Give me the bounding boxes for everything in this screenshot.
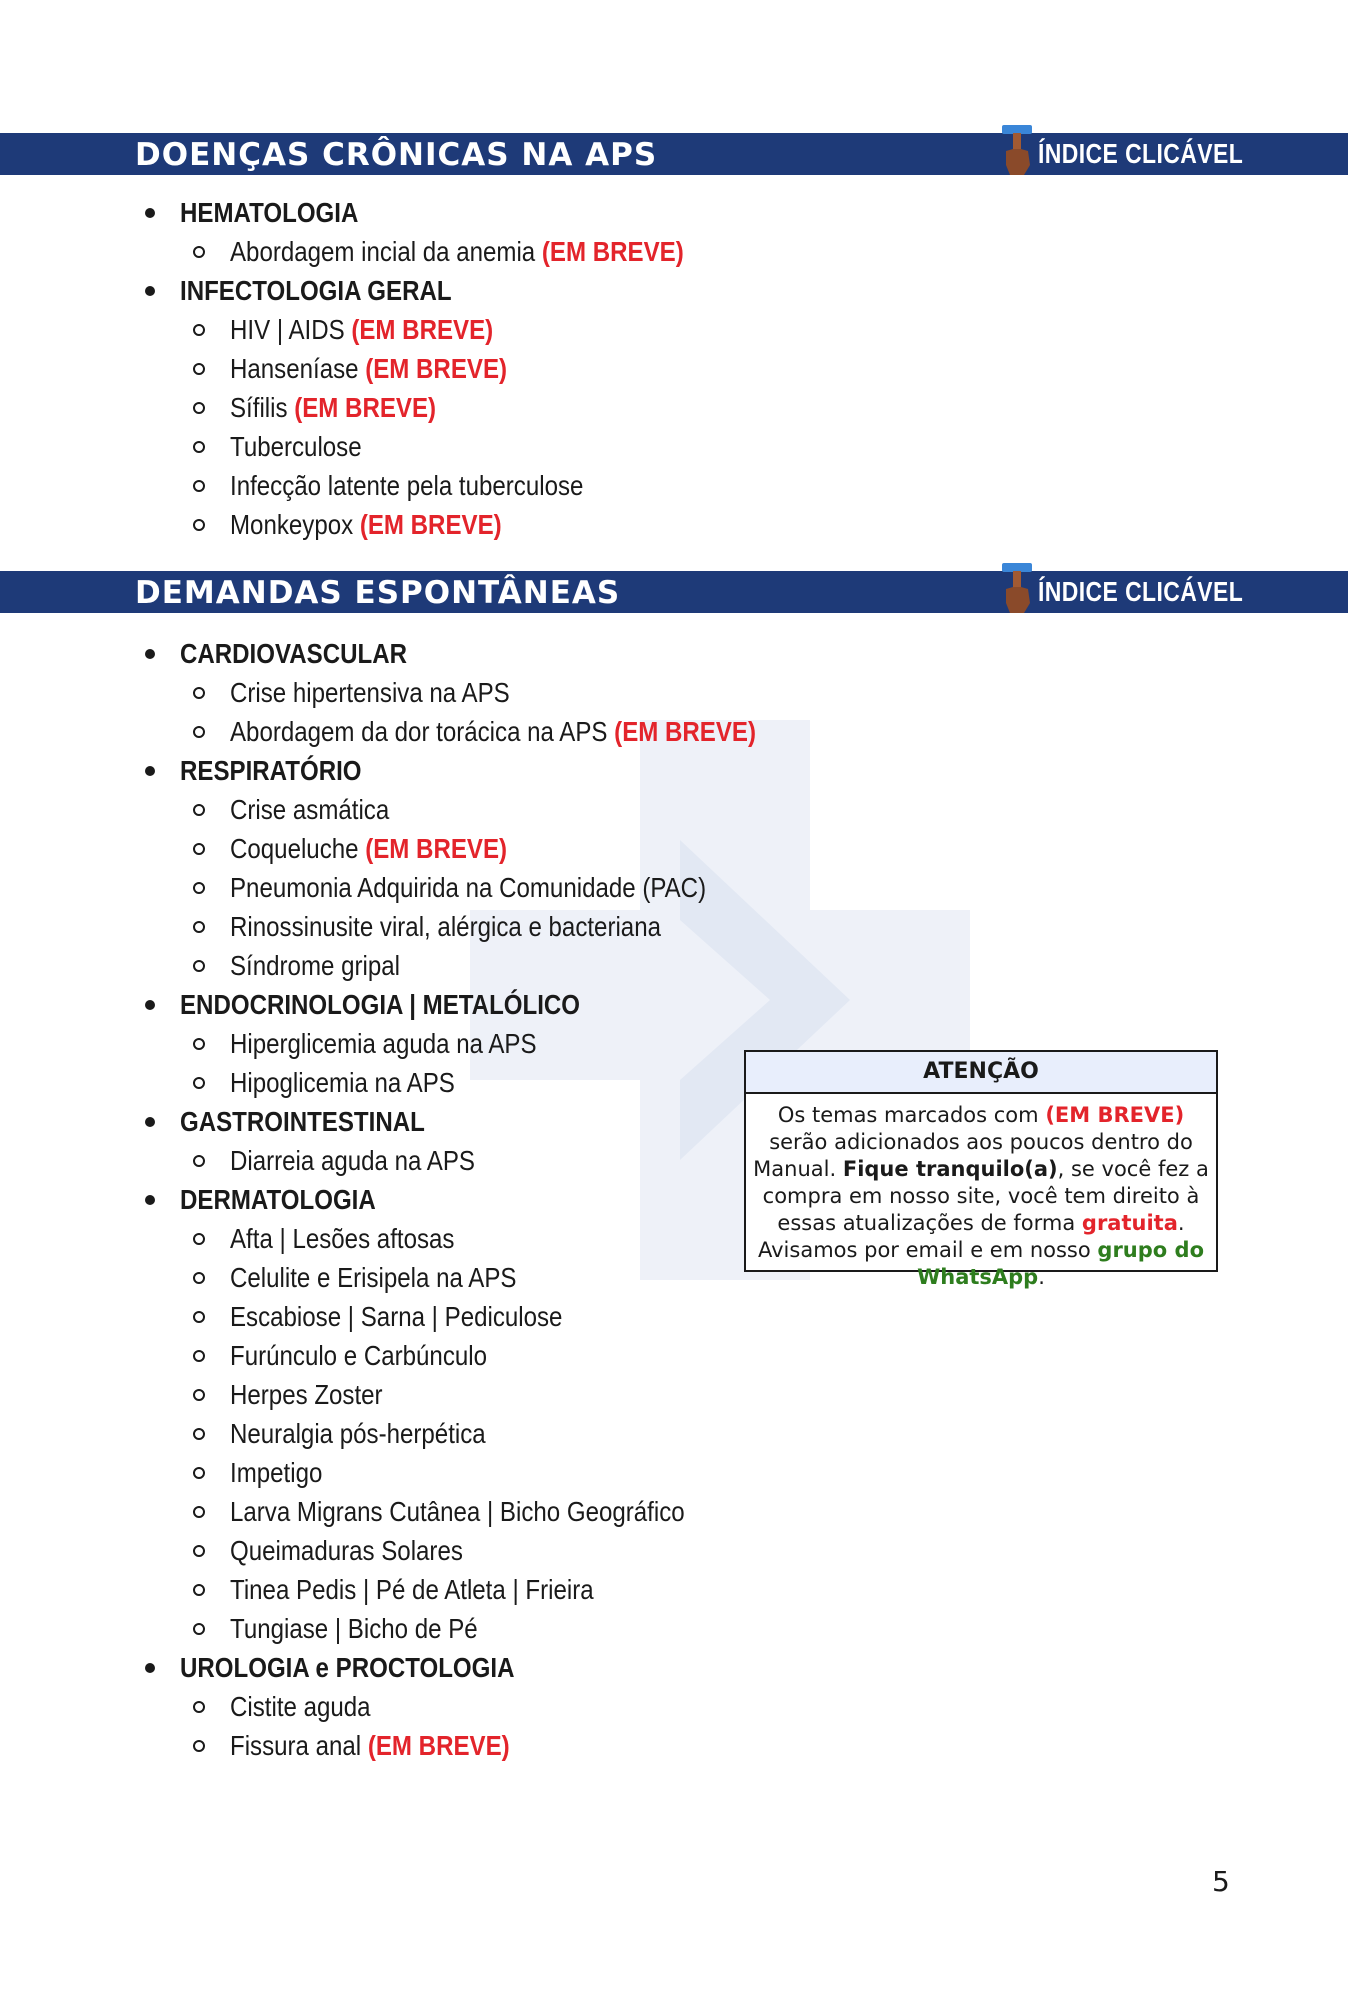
list-item[interactable]: Furúnculo e Carbúnculo bbox=[0, 1336, 760, 1375]
list-item[interactable]: Monkeypox (EM BREVE) bbox=[0, 505, 760, 544]
section-title: DEMANDAS ESPONTÂNEAS bbox=[135, 575, 621, 611]
index-label: ÍNDICE CLICÁVEL bbox=[1038, 138, 1244, 169]
list-item[interactable]: Larva Migrans Cutânea | Bicho Geográfico bbox=[0, 1492, 760, 1531]
list-item[interactable]: Neuralgia pós-herpética bbox=[0, 1414, 760, 1453]
bullet bbox=[193, 1623, 205, 1635]
bullet bbox=[193, 1038, 205, 1050]
list-item[interactable]: Pneumonia Adquirida na Comunidade (PAC) bbox=[0, 868, 760, 907]
bullet bbox=[193, 1272, 205, 1284]
notice-title: ATENÇÃO bbox=[746, 1052, 1216, 1094]
bullet bbox=[193, 402, 205, 414]
page-number: 5 bbox=[1212, 1865, 1230, 1898]
bullet bbox=[193, 1545, 205, 1557]
section-header-spontaneous bbox=[0, 571, 1348, 613]
list-item[interactable]: Celulite e Erisipela na APS bbox=[0, 1258, 760, 1297]
list-item[interactable]: Abordagem da dor torácica na APS (EM BREVE) bbox=[0, 712, 760, 751]
category-endocrinologia: ENDOCRINOLOGIA | METALÓLICO bbox=[0, 985, 760, 1024]
list-item[interactable]: Rinossinusite viral, alérgica e bacteriana bbox=[0, 907, 760, 946]
attention-notice bbox=[744, 1050, 1218, 1289]
bullet bbox=[193, 519, 205, 531]
list-item[interactable]: Sífilis (EM BREVE) bbox=[0, 388, 760, 427]
bullet bbox=[193, 1467, 205, 1479]
list-item[interactable]: Coqueluche (EM BREVE) bbox=[0, 829, 760, 868]
list-item[interactable]: Infecção latente pela tuberculose bbox=[0, 466, 760, 505]
spontaneous-demands-list bbox=[0, 634, 760, 1765]
bullet bbox=[145, 1195, 155, 1205]
list-item[interactable]: Abordagem incial da anemia (EM BREVE) bbox=[0, 232, 760, 271]
bullet bbox=[193, 1506, 205, 1518]
notice-body: Os temas marcados com (EM BREVE) serão adicionados aos poucos dentro do Manual. Fique tranquilo(a), se você fez a compra em nosso site, você tem direito à essas atualizações de forma gratuita. Avisamos por email e em nosso grupo do WhatsApp. bbox=[753, 1103, 1209, 1289]
bullet bbox=[193, 324, 205, 336]
bullet bbox=[193, 1428, 205, 1440]
category-hematologia: HEMATOLOGIA bbox=[0, 193, 760, 232]
coming-soon-tag: (EM BREVE) bbox=[365, 353, 508, 384]
pointing-hand-icon bbox=[1000, 563, 1034, 615]
bullet bbox=[193, 480, 205, 492]
coming-soon-tag: (EM BREVE) bbox=[614, 716, 756, 747]
bullet bbox=[193, 804, 205, 816]
bullet bbox=[193, 921, 205, 933]
list-item[interactable]: Hanseníase (EM BREVE) bbox=[0, 349, 760, 388]
bullet bbox=[193, 1155, 205, 1167]
bullet bbox=[193, 882, 205, 894]
list-item[interactable]: Herpes Zoster bbox=[0, 1375, 760, 1414]
coming-soon-tag: (EM BREVE) bbox=[359, 509, 502, 540]
bullet bbox=[193, 843, 205, 855]
section-header-chronic bbox=[0, 133, 1348, 175]
category-infectologia: INFECTOLOGIA GERAL bbox=[0, 271, 760, 310]
bullet bbox=[193, 1233, 205, 1245]
list-item[interactable]: Crise asmática bbox=[0, 790, 760, 829]
list-item[interactable]: Hipoglicemia na APS bbox=[0, 1063, 760, 1102]
list-item[interactable]: Impetigo bbox=[0, 1453, 760, 1492]
coming-soon-tag: (EM BREVE) bbox=[541, 236, 684, 267]
list-item[interactable]: Fissura anal (EM BREVE) bbox=[0, 1726, 760, 1765]
list-item[interactable]: Tungiase | Bicho de Pé bbox=[0, 1609, 760, 1648]
list-item[interactable]: Queimaduras Solares bbox=[0, 1531, 760, 1570]
list-item[interactable]: Diarreia aguda na APS bbox=[0, 1141, 760, 1180]
bullet bbox=[145, 286, 155, 296]
bullet bbox=[193, 1389, 205, 1401]
bullet bbox=[193, 1077, 205, 1089]
whatsapp-group-link: grupo do WhatsApp bbox=[917, 1238, 1204, 1289]
bullet bbox=[193, 1701, 205, 1713]
category-dermatologia: DERMATOLOGIA bbox=[0, 1180, 760, 1219]
bullet bbox=[145, 1117, 155, 1127]
bullet bbox=[193, 363, 205, 375]
bullet bbox=[193, 1311, 205, 1323]
coming-soon-tag: (EM BREVE) bbox=[365, 833, 508, 864]
bullet bbox=[193, 1350, 205, 1362]
coming-soon-tag: (EM BREVE) bbox=[367, 1730, 510, 1761]
bullet bbox=[145, 649, 155, 659]
bullet bbox=[145, 766, 155, 776]
list-item[interactable]: Síndrome gripal bbox=[0, 946, 760, 985]
index-label: ÍNDICE CLICÁVEL bbox=[1038, 576, 1244, 607]
coming-soon-tag: (EM BREVE) bbox=[294, 392, 437, 423]
list-item[interactable]: Tuberculose bbox=[0, 427, 760, 466]
chronic-diseases-list bbox=[0, 193, 760, 544]
section-title: DOENÇAS CRÔNICAS NA APS bbox=[135, 137, 658, 173]
clickable-index-link[interactable] bbox=[1000, 565, 1288, 613]
bullet bbox=[193, 441, 205, 453]
category-cardiovascular: CARDIOVASCULAR bbox=[0, 634, 760, 673]
list-item[interactable]: Cistite aguda bbox=[0, 1687, 760, 1726]
list-item[interactable]: Crise hipertensiva na APS bbox=[0, 673, 760, 712]
list-item[interactable]: Escabiose | Sarna | Pediculose bbox=[0, 1297, 760, 1336]
list-item[interactable]: HIV | AIDS (EM BREVE) bbox=[0, 310, 760, 349]
category-gastrointestinal: GASTROINTESTINAL bbox=[0, 1102, 760, 1141]
clickable-index-link[interactable] bbox=[1000, 127, 1288, 175]
pointing-hand-icon bbox=[1000, 125, 1034, 177]
bullet bbox=[193, 1740, 205, 1752]
bullet bbox=[145, 208, 155, 218]
bullet bbox=[193, 687, 205, 699]
category-urologia: UROLOGIA e PROCTOLOGIA bbox=[0, 1648, 760, 1687]
bullet bbox=[193, 726, 205, 738]
bullet bbox=[193, 960, 205, 972]
list-item[interactable]: Tinea Pedis | Pé de Atleta | Frieira bbox=[0, 1570, 760, 1609]
bullet bbox=[193, 246, 205, 258]
list-item[interactable]: Hiperglicemia aguda na APS bbox=[0, 1024, 760, 1063]
category-respiratorio: RESPIRATÓRIO bbox=[0, 751, 760, 790]
coming-soon-tag: (EM BREVE) bbox=[351, 314, 494, 345]
bullet bbox=[193, 1584, 205, 1596]
bullet bbox=[145, 1000, 155, 1010]
bullet bbox=[145, 1663, 155, 1673]
list-item[interactable]: Afta | Lesões aftosas bbox=[0, 1219, 760, 1258]
